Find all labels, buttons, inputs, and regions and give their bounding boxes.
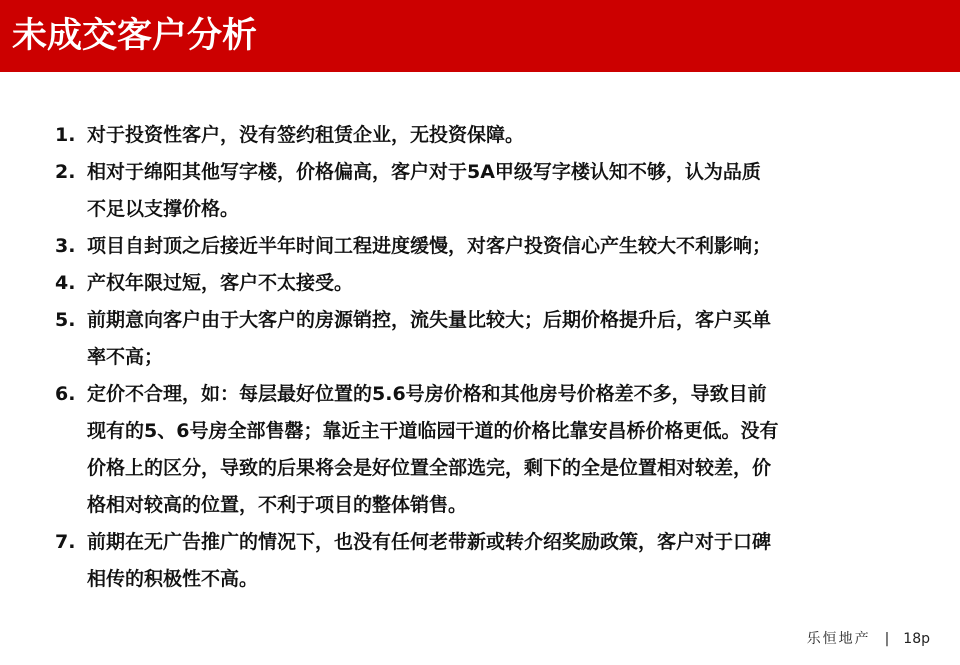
footer-separator: |	[884, 631, 890, 647]
list-item	[55, 265, 915, 302]
list-item-text	[87, 117, 915, 154]
list-item-line: 相传的积极性不高。	[87, 568, 259, 590]
list-item-line: 前期意向客户由于大客户的房源销控，流失量比较大；后期价格提升后，客户买单	[87, 309, 772, 331]
list-item	[55, 228, 915, 265]
list-item	[55, 302, 915, 376]
list-item-text	[87, 265, 915, 302]
list-item	[55, 376, 915, 524]
list-item-text	[87, 524, 915, 598]
list-item-text	[87, 376, 915, 524]
list-item-line: 产权年限过短，客户不太接受。	[87, 272, 354, 294]
list-item-line: 前期在无广告推广的情况下，也没有任何老带新或转介绍奖励政策，客户对于口碑	[87, 531, 772, 553]
list-item-line: 价格上的区分，导致的后果将会是好位置全部选完，剩下的全是位置相对较差，价	[87, 457, 772, 479]
list-item-number: 4.	[55, 272, 76, 294]
list-item-number: 5.	[55, 309, 76, 331]
list-item-line: 对于投资性客户，没有签约租赁企业，无投资保障。	[87, 124, 525, 146]
list-item	[55, 524, 915, 598]
list-item-number: 3.	[55, 235, 76, 257]
list-item-line: 现有的5、6号房全部售罄；靠近主干道临园干道的价格比靠安昌桥价格更低。没有	[87, 420, 779, 442]
list-item-line: 项目自封顶之后接近半年时间工程进度缓慢，对客户投资信心产生较大不利影响；	[87, 235, 772, 257]
title-bar	[0, 0, 960, 72]
page-title: 未成交客户分析	[12, 16, 258, 56]
list-item-number: 6.	[55, 383, 76, 405]
list-item-line: 率不高；	[87, 346, 164, 368]
list-item-number: 1.	[55, 124, 76, 146]
list-item-line: 不足以支撑价格。	[87, 198, 240, 220]
list-item-line: 定价不合理，如：每层最好位置的5.6号房价格和其他房号价格差不多，导致目前	[87, 383, 767, 405]
list-item-number: 2.	[55, 161, 76, 183]
list-item-text	[87, 228, 915, 265]
list-item-number: 7.	[55, 531, 76, 553]
list-item-text	[87, 154, 915, 228]
list-item-line: 格相对较高的位置，不利于项目的整体销售。	[87, 494, 468, 516]
list-item-line: 相对于绵阳其他写字楼，价格偏高，客户对于5A甲级写字楼认知不够，认为品质	[87, 161, 761, 183]
brand-name: 乐恒地产	[806, 631, 871, 647]
page-number: 18p	[903, 631, 930, 647]
footer	[807, 629, 930, 649]
list-item	[55, 154, 915, 228]
list-item-text	[87, 302, 915, 376]
analysis-list	[55, 117, 915, 598]
list-item	[55, 117, 915, 154]
